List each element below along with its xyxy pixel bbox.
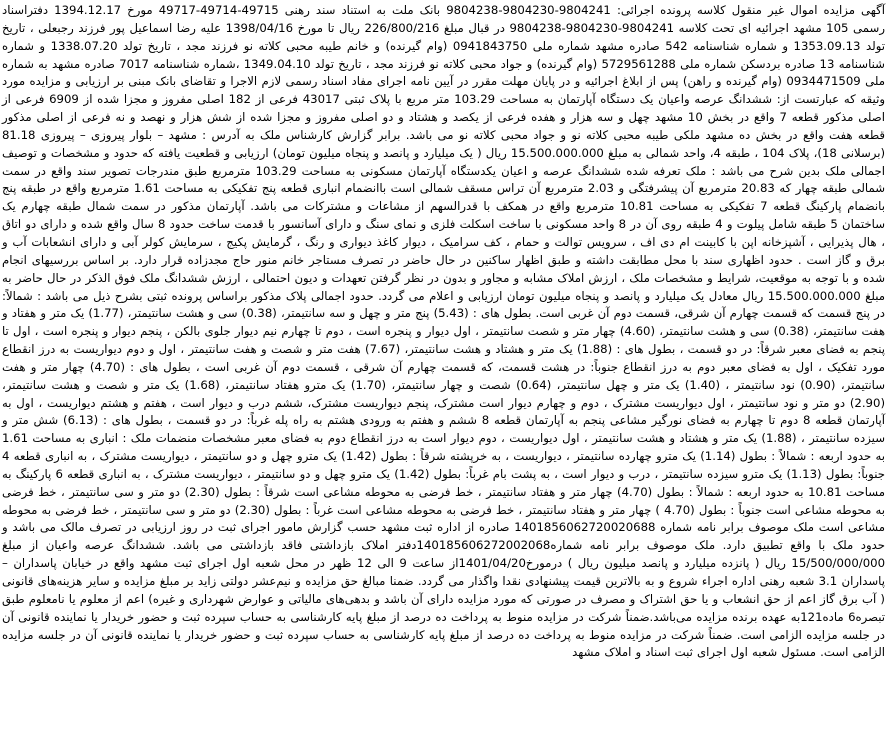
- auction-notice-text: آگهی مزایده اموال غیر منقول کلاسه پرونده اجرائی: 9804241-9804230-9804238 بانک ملت به استناد سند رهنی 49715-49714-49717 مورخ 1394.12.17 دفتراسناد رسمی 105 مشهد اجرائیه ای تحت کلاسه 9804241-9804230-9804238 در قبال مبلغ 226/800/216 ریال تا مورخ 1398/04/16 علیه رضا اسماعیل پور فرزند رجبعلی ، تاریخ تولد 1353.09.13 و شماره شناسنامه 542 صادره مشهد شماره ملی 0941843750 (وام گیرنده) و خانم طیبه محبی کلاته نو فرزند مجد ، تاریخ تولد 1338.07.20 و شماره شناسنامه 13 صادره بردسکن شماره ملی 5729561288 (وام گیرنده) و جواد محبی کلاته نو فرزند مجد ، تاریخ تولد 1349.04.10 ،شماره شناسنامه 7017 صادره مشهد به شماره ملی 0934471509 (وام گیرنده و راهن) پس از ابلاغ اجرائیه و در پایان مهلت مقرر در آیین نامه اجرای مفاد اسناد رسمی لازم الاجرا و تقاضای بانک مبنی بر ارزیابی و مزایده مورد وثیقه که عبارتست از: ششدانگ عرصه واعیان یک دستگاه آپارتمان به مساحت 103.29 متر مربع با پلاک ثبتی 43017 فرعی از 182 اصلی مفروز و مجزا شده از 6909 فرعی از اصلی مذکور قطعه 7 واقع در بخش 10 مشهد چهل و سه هزار و هفده فرعی از یکصد و هشتاد و دو اصلی مفروز و مجزا شده از شش هزار و نهصد و نه فرعی از اصلی مذکور قطعه هفت واقع در بخش ده مشهد ملکی طیبه محبی کلاته نو و جواد محبی کلاته نو می باشد. برابر گزارش کارشناس ملک به آدرس : مشهد – بلوار پیروزی – پیروزی 81.18 (برسلانی 18)، پلاک 104 ، طبقه 4، واحد شمالی به مبلغ 15.500.000.000 ریال ( یک میلیارد و پانصد و پنجاه میلیون تومان) ارزیابی و قطعیت یافته که حدود و مشخصات و توصیف اجمالی ملک بدین شرح می باشد : ملک تعرفه شده ششدانگ عرصه و اعیان یکدستگاه آپارتمان مسکونی به مساحت 103.29 مترمربع طبق مندرجات تصویر سند واقع در سمت شمالی طبقه چهار که 20.83 مترمربع آن پیشرفتگی و 2.03 مترمربع آن تراس مسقف شمالی است باانضمام انباری قطعه پنج تفکیکی به مساحت 1.61 مترمربع واقع در طبقه پنج بانضمام پارکینگ قطعه 7 تفکیکی به مساحت 10.81 مترمربع واقع در همکف با قدرالسهم از مشاعات و مشترکات می باشد. آپارتمان مذکور در سمت شمال طبقه چهارم یک ساختمان 5 طبقه شامل پیلوت و 4 طبقه روی آن در 8 واحد مسکونی با ساخت اسکلت فلزی و نمای سنگ و دارای آسانسور با قدمت ساخت حدود 8 سال واقع شده و دارای دو اتاق ، هال پذیرایی ، آشپزخانه اپن با کابینت ام دی اف ، سرویس توالت و حمام ، کف سرامیک ، دیوار کاغذ دیواری و رنگ ، گرمایش پکیج ، سرمایش کولر آبی و دارای انشعابات آب و برق و گاز است . حدود اظهاری سند با محل مطابقت داشته و طبق اظهار ساکنین در حال حاضر در تصرف مستاجر خانم منور حاج مجدزاده قرار دارد. بر اساس بررسیهای انجام شده و با توجه به موقعیت، شرایط و مشخصات ملک ، ارزش املاک مشابه و مجاور و بدون در نظر گرفتن تعهدات و دیون احتمالی ، ارزش ششدانگ ملک فوق الذکر در حال حاضر به مبلغ 15.500.000.000 ریال معادل یک میلیارد و پانصد و پنجاه میلیون تومان ارزیابی و اعلام می گردد. حدود اجمالی پلاک مذکور براساس پرونده ثبتی بشرح ذیل می باشد : شمالاً: در پنج قسمت که قسمت چهارم آن شرقی، قسمت دوم آن غربی است. بطول های : (5.43) پنج متر و چهل و سه سانتیمتر، (0.38) سی و هشت سانتیمتر، (1.77) یک متر و هفتاد و هفت سانتیمتر، (0.38) سی و هشت سانتیمتر، (4.60) چهار متر و شصت سانتیمتر ، اول دیوار و پنجره است ، دوم تا چهارم نیم دیوار جلوی بالکن ، پنجم دیوار و پنجره است ، اول تا پنجم به فضای معبر شرقاً: در دو قسمت ، بطول های : (1.88) یک متر و هشتاد و هشت سانتیمتر، (7.67) هفت متر و شصت و هفت سانتیمتر ، اول و دوم دیواریست به درز انقطاع مورد تفکیک ، اول به فضای معبر دوم به درز انقطاع جنوباً: در هشت قسمت، که قسمت چهارم آن شرقی ، قسمت دوم آن غربی است ، بطول های : (4.70) چهار متر و هفت سانتیمتر، (0.90) نود سانتیمتر ، (1.40) یک متر و چهل سانتیمتر، (0.64) شصت و چهار سانتیمتر، (1.70) یک مترو هفتاد سانتیمتر، (1.68) یک متر و شصت و هشت سانتیمتر، (2.90) دو متر و نود سانتیمتر ، اول دیواریست مشترک ، دوم و چهارم دیوار است مشترک، پنجم دیواریست مشترک، ششم درب و دیوار است ، هفتم و هشتم دیواریست ، اول به آپارتمان قطعه 8 دوم تا چهارم به فضای نورگیر مشاعی پنجم به آپارتمان قطعه 8 ششم و هفتم به ورودی هشتم به راه پله غرباً: در دو قسمت ، بطول های : (6.13) شش متر و سیزده سانتیمتر ، (1.88) یک متر و هشتاد و هشت سانتیمتر ، اول دیواریست ، دوم دیوار است به درز انقطاع دوم به فضای معبر مشخصات منضمات ملک : انباری به مساحت 1.61 به حدود اربعه : شمالاً : بطول (1.14) یک مترو چهارده سانتیمتر ، دیواریست ، به خرپشته شرقاً : بطول (1.42) یک مترو چهل و دو سانتیمتر ، دیواریست مشترک ، به انباری قطعه 4 جنوباً: بطول (1.13) یک مترو سیزده سانتیمتر ، درب و دیوار است ، به پشت بام غرباً: بطول (1.42) یک مترو چهل و دو سانتیمتر ، دیواریست مشترک ، به انباری قطعه 6 پارکینگ به مساحت 10.81 به حدود اربعه : شمالاً : بطول (4.70) چهار متر و هفتاد سانتیمتر ، خط فرضی به محوطه مشاعی است شرقاً : بطول (2.30) دو متر و سی سانتیمتر ، خط فرضی به محوطه مشاعی است جنوباً : بطول (4.70 ) چهار متر و هفتاد سانتیمتر ، خط فرضی به محوطه مشاعی است غرباً : بطول (2.30) دو متر و سی سانتیمتر ، خط فرضی به محوطه مشاعی است ملک موصوف برابر نامه شماره 1401856062720020688 صادره از اداره ثبت مشهد حسب گزارش مامور اجرای ثبت در روز ارزیابی در تصرف مالک می باشد و حدود ملک با واقع تطبیق دارد. ملک موصوف برابر نامه شماره140185606272002068دفتر املاک بازداشتی فاقد بازداشتی می باشد. ششدانگ عرصه واعیان از مبلغ 15/500/000/000 ریال ( پانزده میلیارد و پانصد میلیون ریال ) درمورخ1401/04/20از ساعت 9 الی 12 ظهر در محل شعبه اول اجرای ثبت مشهد واقع در خیابان پاسداران – پاسداران 3.1 شعبه رهنی اداره اجراء شروع و به بالاترین قیمت پیشنهادی نقدا واگذار می گردد. ضمنا مبالغ حق مزایده و نیم‌عشر دولتی زاید بر مبلغ مزایده و سایر هزینه‌های قانونی ( آب برق گاز اعم از حق انشعاب و یا حق اشتراک و مصرف در صورتی که مورد مزایده دارای آن باشد و بدهی‌های مالیاتی و عوارض شهرداری و غیره) اعم از معلوم یا نامعلوم طبق تبصره6 ماده121به عهده برنده مزایده می‌باشد.ضمناً شرکت در مزایده منوط به پرداخت ده درصد از مبلغ پایه کارشناسی به حساب سپرده ثبت و حضور خریدار یا نماینده قانونی آن در جلسه مزایده الزامی است. ضمناً شرکت در مزایده منوط به پرداخت ده درصد از مبلغ پایه کارشناسی به حساب سپرده ثبت و حضور خریدار یا نماینده قانونی آن در جلسه مزایده الزامی است. مسئول شعبه اول اجرای ثبت اسناد و املاک مشهد: [2, 3, 886, 660]
